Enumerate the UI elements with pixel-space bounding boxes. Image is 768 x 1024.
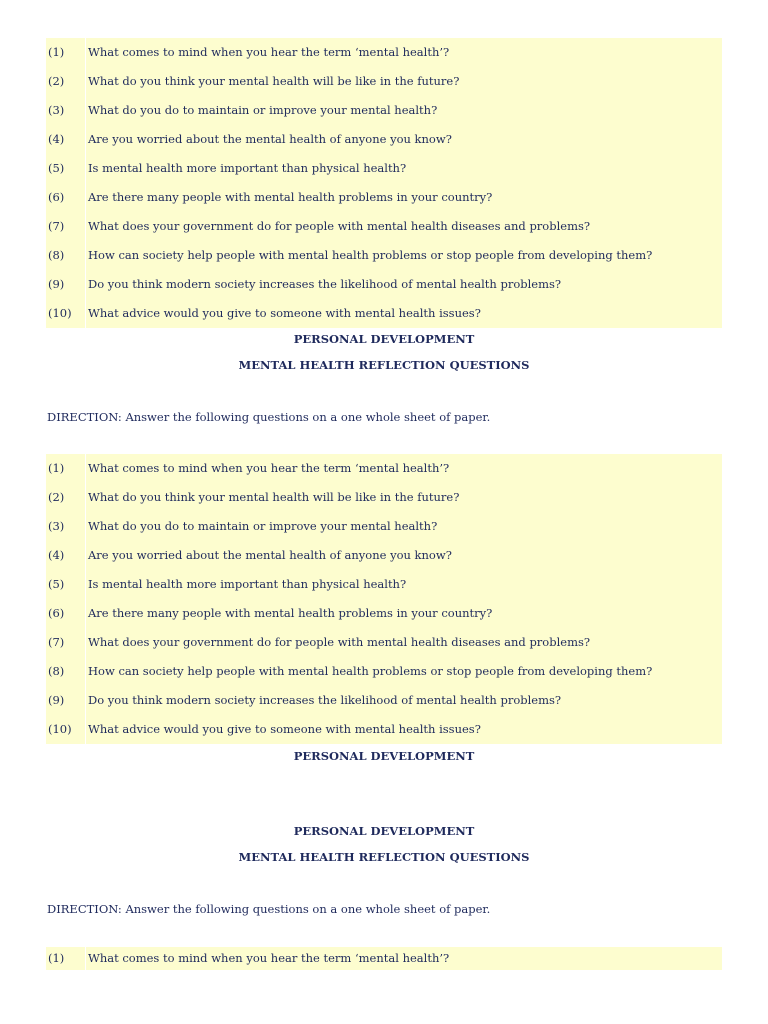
page-subtitle: MENTAL HEALTH REFLECTION QUESTIONS xyxy=(238,850,530,864)
page-title: PERSONAL DEVELOPMENT xyxy=(293,824,475,838)
question-number: (8) xyxy=(46,241,86,270)
page-title: PERSONAL DEVELOPMENT xyxy=(293,332,475,346)
question-row xyxy=(46,212,722,241)
question-number: (9) xyxy=(46,686,86,715)
question-row xyxy=(46,96,722,125)
question-text: Is mental health more important than physical health? xyxy=(88,160,407,175)
question-number: (8) xyxy=(46,657,86,686)
question-table xyxy=(46,38,722,328)
question-row xyxy=(46,483,722,512)
question-row xyxy=(46,599,722,628)
question-row xyxy=(46,270,722,299)
question-number: (10) xyxy=(46,715,86,744)
question-number: (1) xyxy=(46,454,86,483)
question-text: What do you think your mental health will be like in the future? xyxy=(88,489,460,504)
page-title: PERSONAL DEVELOPMENT xyxy=(293,749,475,763)
question-number: (7) xyxy=(46,212,86,241)
question-row xyxy=(46,541,722,570)
question-number: (1) xyxy=(46,38,86,67)
question-text: Are there many people with mental health problems in your country? xyxy=(88,189,493,204)
question-number: (4) xyxy=(46,125,86,154)
question-table xyxy=(46,947,722,970)
question-number: (5) xyxy=(46,570,86,599)
page-subtitle: MENTAL HEALTH REFLECTION QUESTIONS xyxy=(238,358,530,372)
question-text: How can society help people with mental health problems or stop people from developing them? xyxy=(88,247,653,262)
direction-text: DIRECTION: Answer the following questions on a one whole sheet of paper. xyxy=(47,902,491,916)
question-text: What does your government do for people with mental health diseases and problems? xyxy=(88,218,591,233)
question-row xyxy=(46,241,722,270)
question-text: What do you think your mental health will be like in the future? xyxy=(88,73,460,88)
question-number: (5) xyxy=(46,154,86,183)
question-text: What comes to mind when you hear the term ‘mental health’? xyxy=(88,460,450,475)
question-text: What advice would you give to someone with mental health issues? xyxy=(88,305,481,320)
question-number: (6) xyxy=(46,599,86,628)
question-row xyxy=(46,183,722,212)
question-text: What comes to mind when you hear the term ‘mental health’? xyxy=(88,950,450,965)
question-row xyxy=(46,67,722,96)
question-row xyxy=(46,657,722,686)
question-number: (10) xyxy=(46,299,86,328)
question-number: (4) xyxy=(46,541,86,570)
question-text: What does your government do for people with mental health diseases and problems? xyxy=(88,634,591,649)
question-text: What advice would you give to someone with mental health issues? xyxy=(88,721,481,736)
question-number: (6) xyxy=(46,183,86,212)
question-row xyxy=(46,125,722,154)
question-row xyxy=(46,686,722,715)
direction-text: DIRECTION: Answer the following questions on a one whole sheet of paper. xyxy=(47,410,491,424)
question-text: How can society help people with mental health problems or stop people from developing them? xyxy=(88,663,653,678)
question-row xyxy=(46,570,722,599)
question-number: (9) xyxy=(46,270,86,299)
question-row xyxy=(46,454,722,483)
question-text: What do you do to maintain or improve your mental health? xyxy=(88,102,438,117)
question-number: (3) xyxy=(46,96,86,125)
question-row xyxy=(46,947,722,970)
question-text: Are you worried about the mental health of anyone you know? xyxy=(88,547,452,562)
question-row xyxy=(46,154,722,183)
question-text: Are there many people with mental health problems in your country? xyxy=(88,605,493,620)
question-text: What comes to mind when you hear the term ‘mental health’? xyxy=(88,44,450,59)
question-row xyxy=(46,628,722,657)
question-number: (7) xyxy=(46,628,86,657)
question-table xyxy=(46,454,722,744)
question-text: Are you worried about the mental health of anyone you know? xyxy=(88,131,452,146)
question-number: (3) xyxy=(46,512,86,541)
question-row xyxy=(46,299,722,328)
question-row xyxy=(46,512,722,541)
question-text: Is mental health more important than physical health? xyxy=(88,576,407,591)
question-text: Do you think modern society increases the likelihood of mental health problems? xyxy=(88,692,562,707)
question-number: (2) xyxy=(46,67,86,96)
question-text: What do you do to maintain or improve your mental health? xyxy=(88,518,438,533)
question-row xyxy=(46,38,722,67)
question-text: Do you think modern society increases the likelihood of mental health problems? xyxy=(88,276,562,291)
question-row xyxy=(46,715,722,744)
question-number: (1) xyxy=(46,947,86,970)
question-number: (2) xyxy=(46,483,86,512)
